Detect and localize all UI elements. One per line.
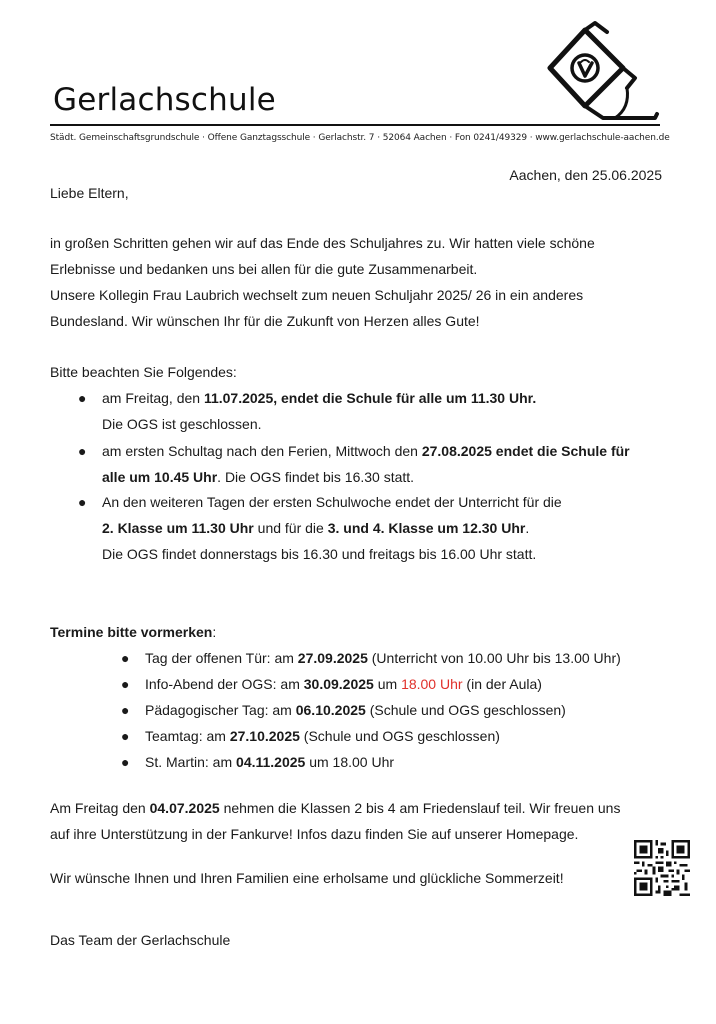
termin-item [121, 697, 685, 723]
school-logo-icon [545, 18, 665, 130]
text-segment: Teamtag: am [145, 728, 230, 744]
text-segment: (Unterricht von 10.00 Uhr bis 13.00 Uhr) [367, 650, 621, 666]
notice-heading: Bitte beachten Sie Folgendes: [50, 364, 237, 380]
text-segment: Tag der offenen Tür: am [145, 650, 298, 666]
qr-code-icon[interactable] [634, 840, 690, 896]
bullet-icon: ● [121, 754, 130, 770]
text-segment: (Schule und OGS geschlossen) [365, 702, 566, 718]
intro-paragraph [50, 230, 680, 334]
bullet-icon: ● [121, 728, 130, 744]
bullet-icon: ● [78, 494, 87, 510]
text-segment: 04.07.2025 [149, 800, 220, 816]
text-segment: 30.09.2025 [303, 676, 374, 692]
bullet-icon: ● [78, 390, 87, 406]
intro-line: Unsere Kollegin Frau Laubrich wechselt zum neuen Schuljahr 2025/ 26 in ein anderes [50, 287, 584, 303]
text-segment: 06.10.2025 [295, 702, 366, 718]
termin-item [121, 645, 685, 671]
school-name: Gerlachschule [53, 82, 276, 118]
text-segment: : [212, 624, 217, 640]
text-segment: Die OGS ist geschlossen. [102, 416, 262, 432]
header-divider [50, 124, 660, 126]
bullet-icon: ● [121, 702, 130, 718]
text-segment: Am Freitag den [50, 800, 150, 816]
letter-date: Aachen, den 25.06.2025 [509, 167, 662, 183]
intro-line: Bundesland. Wir wünschen Ihr für die Zukunft von Herzen alles Gute! [50, 313, 480, 329]
text-segment: alle um 10.45 Uhr [102, 469, 218, 485]
text-segment: 3. und 4. Klasse um 12.30 Uhr [327, 520, 526, 536]
text-segment: um [373, 676, 402, 692]
text-segment: auf ihre Unterstützung in der Fankurve! Infos dazu finden Sie auf unserer Homepage. [50, 826, 579, 842]
text-segment: und für die [253, 520, 328, 536]
text-segment: 11.07.2025, endet die Schule für alle um 11.30 Uhr. [203, 390, 537, 406]
bullet-icon: ● [121, 676, 130, 692]
text-segment: um 18.00 Uhr [305, 754, 395, 770]
wishes-line: Wir wünsche Ihnen und Ihren Familien eine erholsame und glückliche Sommerzeit! [50, 870, 564, 886]
bullet-icon: ● [78, 443, 87, 459]
notice-item [78, 438, 682, 490]
text-segment: Die OGS findet donnerstags bis 16.30 und freitags bis 16.00 Uhr statt. [102, 546, 537, 562]
text-segment: (Schule und OGS geschlossen) [299, 728, 500, 744]
text-segment: Termine bitte vormerken [50, 624, 213, 640]
termine-list [121, 645, 685, 775]
school-address-line: Städt. Gemeinschaftsgrundschule · Offene Ganztagsschule · Gerlachstr. 7 · 52064 Aachen · Fon 0241/49329 · www.gerlachschule-aachen.de [50, 133, 670, 143]
notice-item [78, 489, 682, 567]
text-segment: 27.09.2025 [297, 650, 368, 666]
notice-item [78, 385, 682, 437]
text-segment: St. Martin: am [145, 754, 237, 770]
termin-item [121, 671, 685, 697]
text-segment: nehmen die Klassen 2 bis 4 am Friedenslauf teil. Wir freuen uns [219, 800, 621, 816]
text-segment: An den weiteren Tagen der ersten Schulwoche endet der Unterricht für die [102, 494, 562, 510]
text-segment: am ersten Schultag nach den Ferien, Mittwoch den [102, 443, 422, 459]
text-segment: 27.08.2025 endet die Schule für [421, 443, 630, 459]
text-segment: Info-Abend der OGS: am [145, 676, 304, 692]
intro-line: in großen Schritten gehen wir auf das Ende des Schuljahres zu. Wir hatten viele schöne [50, 235, 595, 251]
text-segment: . Die OGS findet bis 16.30 statt. [217, 469, 415, 485]
bullet-icon: ● [121, 650, 130, 666]
text-segment: Pädagogischer Tag: am [145, 702, 296, 718]
friedenslauf-paragraph [50, 795, 680, 847]
termine-heading [50, 619, 680, 645]
text-segment: . [525, 520, 530, 536]
termin-item [121, 723, 685, 749]
greeting: Liebe Eltern, [50, 185, 129, 201]
text-segment: 27.10.2025 [229, 728, 300, 744]
text-segment: 04.11.2025 [236, 754, 306, 770]
text-segment: 18.00 Uhr [401, 676, 463, 692]
signature: Das Team der Gerlachschule [50, 932, 231, 948]
termin-item [121, 749, 685, 775]
text-segment: am Freitag, den [102, 390, 204, 406]
text-segment: 2. Klasse um 11.30 Uhr [102, 520, 254, 536]
intro-line: Erlebnisse und bedanken uns bei allen für die gute Zusammenarbeit. [50, 261, 478, 277]
text-segment: (in der Aula) [462, 676, 542, 692]
